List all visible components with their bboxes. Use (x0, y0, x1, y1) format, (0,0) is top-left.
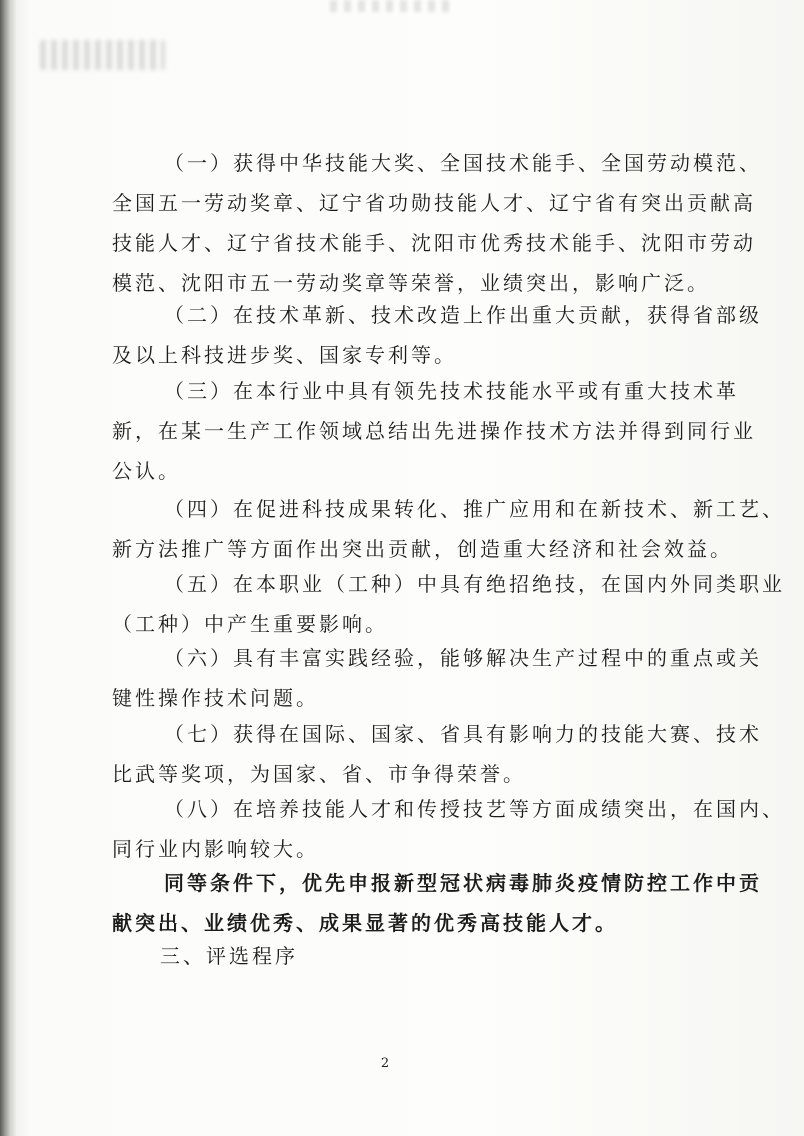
criterion-7-line-1: （七）获得在国际、国家、省具有影响力的技能大赛、技术 (164, 722, 762, 746)
criterion-5 (112, 564, 785, 644)
scan-binding-edge (0, 0, 16, 1136)
scan-bleed-through-top (330, 0, 450, 12)
criterion-5-line-1: （五）在本职业（工种）中具有绝招绝技，在国内外同类职业 (164, 572, 785, 596)
criterion-6-line-2: 键性操作技术问题。 (112, 686, 319, 710)
criterion-1-line-1: （一）获得中华技能大奖、全国技术能手、全国劳动模范、 (164, 151, 762, 175)
criterion-3 (112, 371, 756, 491)
scan-bleed-through (40, 40, 165, 70)
criterion-2-line-2: 及以上科技进步奖、国家专利等。 (112, 343, 457, 367)
criterion-2 (112, 295, 762, 375)
criterion-1-line-3: 技能人才、辽宁省技术能手、沈阳市优秀技术能手、沈阳市劳动 (112, 231, 756, 255)
criterion-3-line-3: 公认。 (112, 459, 181, 483)
criterion-8-line-2: 同行业内影响较大。 (112, 837, 319, 861)
criterion-8 (112, 789, 785, 869)
criterion-3-line-2: 新，在某一生产工作领域总结出先进操作技术方法并得到同行业 (112, 419, 756, 443)
criterion-1-line-2: 全国五一劳动奖章、辽宁省功勋技能人才、辽宁省有突出贡献高 (112, 191, 756, 215)
page-number: 2 (380, 1056, 390, 1071)
criterion-4-line-2: 新方法推广等方面作出突出贡献，创造重大经济和社会效益。 (112, 537, 733, 561)
criterion-1-line-4: 模范、沈阳市五一劳动奖章等荣誉，业绩突出，影响广泛。 (112, 271, 710, 295)
priority-note-line-1: 同等条件下，优先申报新型冠状病毒肺炎疫情防控工作中贡 (164, 871, 762, 895)
criterion-4-line-1: （四）在促进科技成果转化、推广应用和在新技术、新工艺、 (164, 497, 785, 521)
criterion-5-line-2: （工种）中产生重要影响。 (112, 612, 388, 636)
criterion-6 (112, 638, 762, 718)
criterion-7 (112, 714, 762, 794)
priority-note-line-2: 献突出、业绩优秀、成果显著的优秀高技能人才。 (112, 911, 618, 935)
criterion-7-line-2: 比武等奖项，为国家、省、市争得荣誉。 (112, 762, 526, 786)
criterion-2-line-1: （二）在技术革新、技术改造上作出重大贡献，获得省部级 (164, 303, 762, 327)
criterion-8-line-1: （八）在培养技能人才和传授技艺等方面成绩突出，在国内、 (164, 797, 785, 821)
criterion-4 (112, 489, 785, 569)
criterion-1 (112, 143, 762, 303)
section-heading: 三、评选程序 (160, 944, 298, 968)
criterion-3-line-1: （三）在本行业中具有领先技术技能水平或有重大技术革 (164, 379, 739, 403)
priority-note (112, 863, 762, 943)
criterion-6-line-1: （六）具有丰富实践经验，能够解决生产过程中的重点或关 (164, 646, 762, 670)
